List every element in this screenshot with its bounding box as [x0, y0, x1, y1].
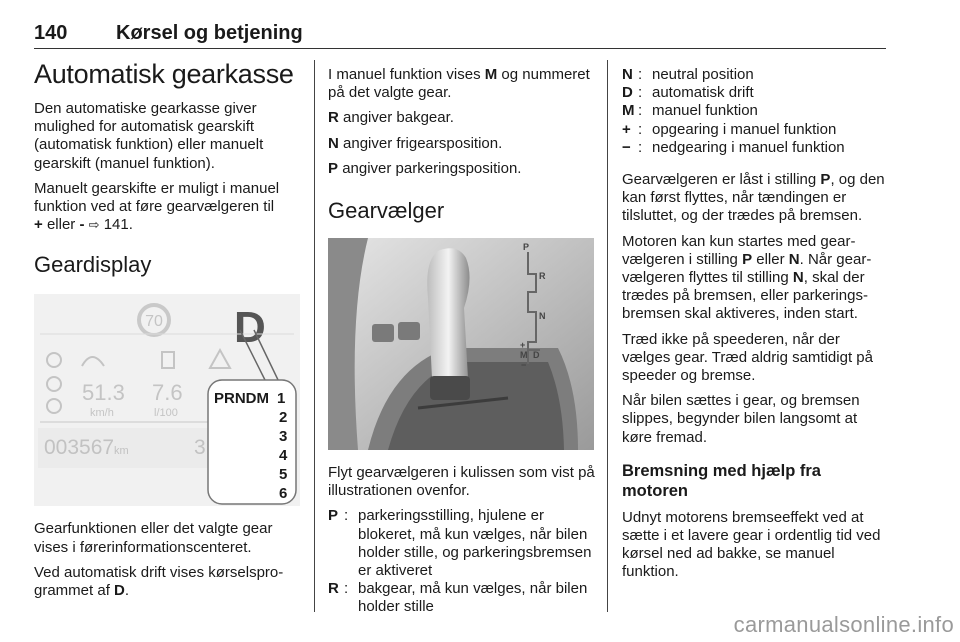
text: , skal der trædes på bremsen, eller parkeringsbremsen skal aktiveres, inden start.: [622, 269, 868, 323]
text: I manuel funktion vises: [328, 66, 481, 83]
paragraph: [622, 171, 890, 226]
paragraph: Flyt gearvælgeren i kulissen som vist på illustrationen ovenfor.: [328, 464, 595, 500]
definition-colon: :: [638, 138, 643, 156]
definition-key: R: [328, 580, 339, 598]
gate-label-plus: +: [520, 340, 526, 351]
page-number: 140: [34, 22, 68, 44]
definition-colon: :: [638, 66, 643, 83]
gate-label-n: N: [539, 311, 546, 322]
page-reference-link[interactable]: 141.: [103, 216, 133, 234]
definition-value: bakgear, må kun vælges, når bilen holder stille: [358, 580, 588, 616]
column-2: [328, 66, 596, 625]
paragraph: Træd ikke på speederen, når der vælges gear. Træd aldrig samtidigt på speeder og bremse.: [622, 330, 873, 385]
callout-gear-2: 2: [279, 409, 288, 427]
definition-value: manuel funktion: [652, 102, 758, 120]
gate-label-p: P: [523, 242, 530, 253]
gate-label-r: R: [539, 271, 546, 282]
definition-colon: :: [344, 580, 349, 598]
subsection-title: Gearvælger: [328, 198, 445, 224]
text: angiver frigearsposition.: [343, 134, 503, 152]
definition-key: M: [622, 102, 635, 120]
trailing-digit: 3: [194, 436, 206, 460]
definition-value: nedgearing i manuel funktion: [652, 138, 845, 156]
definition-item: [622, 66, 890, 84]
definition-colon: :: [638, 120, 643, 138]
text: Ved automatisk drift vises kørselsprogrammet af: [34, 563, 284, 600]
text: .: [124, 582, 130, 600]
gate-label-d: D: [533, 350, 540, 361]
bold-letter: R: [328, 109, 339, 127]
definition-item: [622, 121, 890, 139]
callout-title: PRNDM: [214, 390, 269, 408]
text: eller: [46, 216, 76, 234]
text: angiver bakgear.: [343, 109, 454, 127]
callout-gear-1: 1: [277, 390, 286, 408]
gate-label-minus: −: [521, 360, 527, 371]
definition-key: −: [622, 138, 631, 156]
bold-letter: P: [328, 159, 339, 177]
value-consumption: 7.6: [152, 380, 183, 406]
paragraph: [328, 66, 596, 102]
definition-item: [328, 580, 596, 616]
definition-item: [622, 102, 890, 120]
definition-colon: :: [638, 102, 643, 120]
definition-key: P: [328, 507, 339, 525]
gear-indicator: D: [234, 303, 266, 353]
plus-symbol: +: [34, 216, 43, 234]
definition-item: [622, 84, 890, 102]
text: angiver parkeringsposition.: [342, 159, 522, 177]
subsection-title: Geardisplay: [34, 252, 152, 278]
page-header: [34, 18, 886, 49]
text: Motoren kan kun startes med gearvælgeren i stilling: [622, 232, 856, 268]
bold-letter: N: [792, 269, 804, 287]
text: . Når gearvælgeren flyttes til stilling: [622, 250, 872, 287]
definition-colon: :: [344, 507, 349, 525]
paragraph: [328, 135, 596, 153]
text: , og den kan først flyttes, når tændingen er tilsluttet, og der trædes på bremsen.: [622, 171, 885, 225]
definition-key: +: [622, 120, 631, 138]
gear-selector-illustration: [328, 238, 594, 450]
definition-colon: :: [638, 84, 643, 102]
text: Gearvælgeren er låst i stilling: [622, 171, 817, 189]
definition-list: [622, 66, 890, 157]
definition-key: D: [622, 84, 633, 102]
paragraph: [328, 160, 596, 178]
text: og nummeret på det valgte gear.: [328, 66, 590, 102]
column-divider: [314, 60, 315, 612]
column-3: [622, 66, 890, 589]
gate-label-m: M: [520, 350, 528, 361]
column-divider: [607, 60, 608, 612]
callout-gear-3: 3: [279, 428, 288, 446]
bold-letter: N: [328, 134, 339, 152]
paragraph: Udnyt motorens bremseeffekt ved at sætte i et lavere gear i ordentlig tid ved kørsel ned ad bakke, se manuel funktion.: [622, 508, 881, 581]
odometer-value: 003567: [44, 436, 115, 460]
bold-letter: D: [114, 582, 125, 600]
text: Manuelt gearskifte er muligt i manuel funktion ved at føre gearvælgeren til: [34, 179, 280, 216]
callout-gear-4: 4: [279, 447, 288, 465]
column-1: [34, 58, 302, 607]
unit-speed: km/h: [90, 407, 114, 420]
definition-list: [328, 507, 596, 616]
paragraph: [34, 180, 302, 235]
definition-value: automatisk drift: [652, 84, 754, 102]
paragraph: Når bilen sættes i gear, og bremsen slippes, begynder bilen langsomt at køre fremad.: [622, 392, 860, 446]
callout-gear-6: 6: [279, 485, 288, 503]
chapter-title: Kørsel og betjening: [116, 22, 303, 44]
speed-limit-value: 70: [145, 313, 163, 331]
page-reference-icon: ⇨: [88, 217, 100, 233]
text: eller: [756, 250, 785, 268]
paragraph: [328, 109, 596, 127]
callout-gear-5: 5: [279, 466, 288, 484]
definition-key: N: [622, 66, 633, 83]
section-title: Automatisk gearkasse: [34, 59, 294, 89]
watermark: carmanualsonline.info: [733, 612, 954, 637]
definition-item: [328, 507, 596, 580]
odometer-unit: km: [114, 445, 129, 458]
gear-selector-drawing: [328, 238, 594, 450]
definition-value: neutral position: [652, 66, 754, 83]
paragraph: [622, 233, 890, 324]
paragraph: Gearfunktionen eller det valgte gear vises i førerinformationscenteret.: [34, 520, 273, 556]
instrument-cluster-drawing: [34, 294, 300, 506]
definition-value: opgearing i manuel funktion: [652, 120, 837, 138]
unit-consumption: l/100: [154, 407, 178, 420]
paragraph: [34, 564, 302, 600]
minus-symbol: -: [79, 216, 85, 234]
bold-letter: N: [788, 250, 800, 268]
value-speed: 51.3: [82, 380, 125, 406]
bold-letter: P: [820, 171, 831, 189]
definition-item: [622, 139, 890, 157]
subsection-title: Bremsning med hjælp fra motoren: [622, 461, 821, 500]
bold-letter: P: [742, 250, 753, 268]
paragraph: Den automatiske gearkasse giver mulighed for automatisk gearskift (automatisk funktion) eller manuelt gearskift (manuel funktion).: [34, 100, 264, 172]
definition-value: parkeringsstilling, hjulene er blokeret, må kun vælges, når bilen holder stille, og parkeringsbremsen er aktiveret: [358, 507, 592, 580]
gear-display-illustration: [34, 294, 300, 506]
bold-letter: M: [484, 66, 498, 83]
